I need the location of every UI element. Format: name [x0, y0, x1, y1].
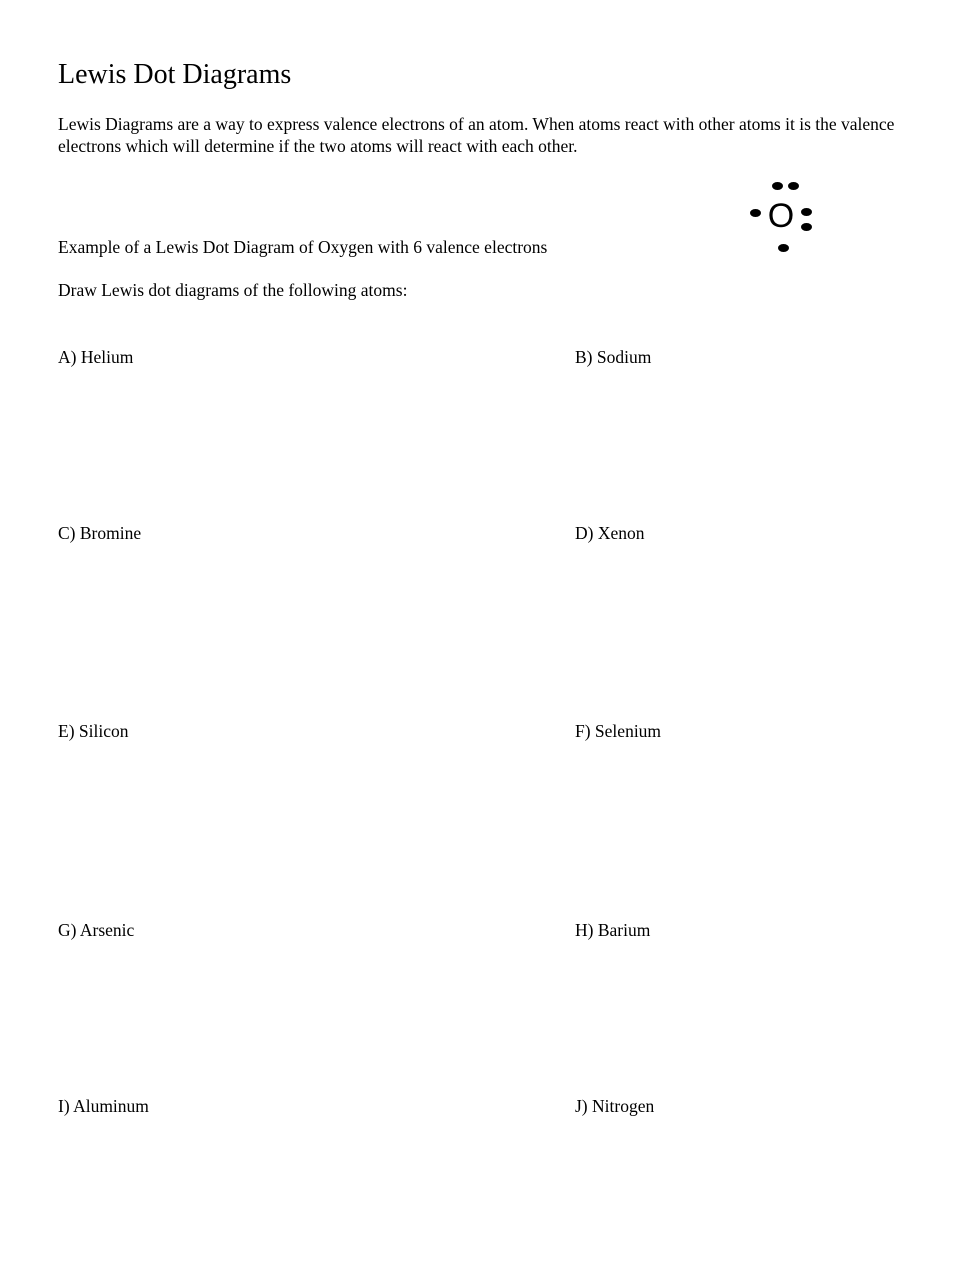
oxygen-symbol: O: [767, 197, 795, 235]
question-silicon: E) Silicon: [58, 721, 129, 741]
electron-dot: [778, 244, 789, 252]
electron-dot: [801, 223, 812, 231]
electron-dot: [772, 182, 783, 190]
question-sodium: B) Sodium: [575, 347, 652, 367]
question-arsenic: G) Arsenic: [58, 920, 135, 940]
electron-dot: [750, 209, 761, 217]
question-bromine: C) Bromine: [58, 523, 142, 543]
question-barium: H) Barium: [575, 920, 651, 940]
electron-dot: [801, 208, 812, 216]
question-xenon: D) Xenon: [575, 523, 645, 543]
page-title: Lewis Dot Diagrams: [58, 59, 292, 90]
oxygen-lewis-diagram: [748, 178, 814, 256]
electron-dot: [788, 182, 799, 190]
intro-paragraph: Lewis Diagrams are a way to express valence electrons of an atom. When atoms react with other atoms it is the valence electrons which will determine if the two atoms will react with each other.: [58, 114, 895, 156]
instruction-text: Draw Lewis dot diagrams of the following atoms:: [58, 280, 408, 300]
question-aluminum: I) Aluminum: [58, 1096, 149, 1116]
question-selenium: F) Selenium: [575, 721, 662, 741]
question-helium: A) Helium: [58, 347, 134, 367]
question-nitrogen: J) Nitrogen: [575, 1096, 655, 1116]
example-caption: Example of a Lewis Dot Diagram of Oxygen with 6 valence electrons: [58, 237, 548, 257]
